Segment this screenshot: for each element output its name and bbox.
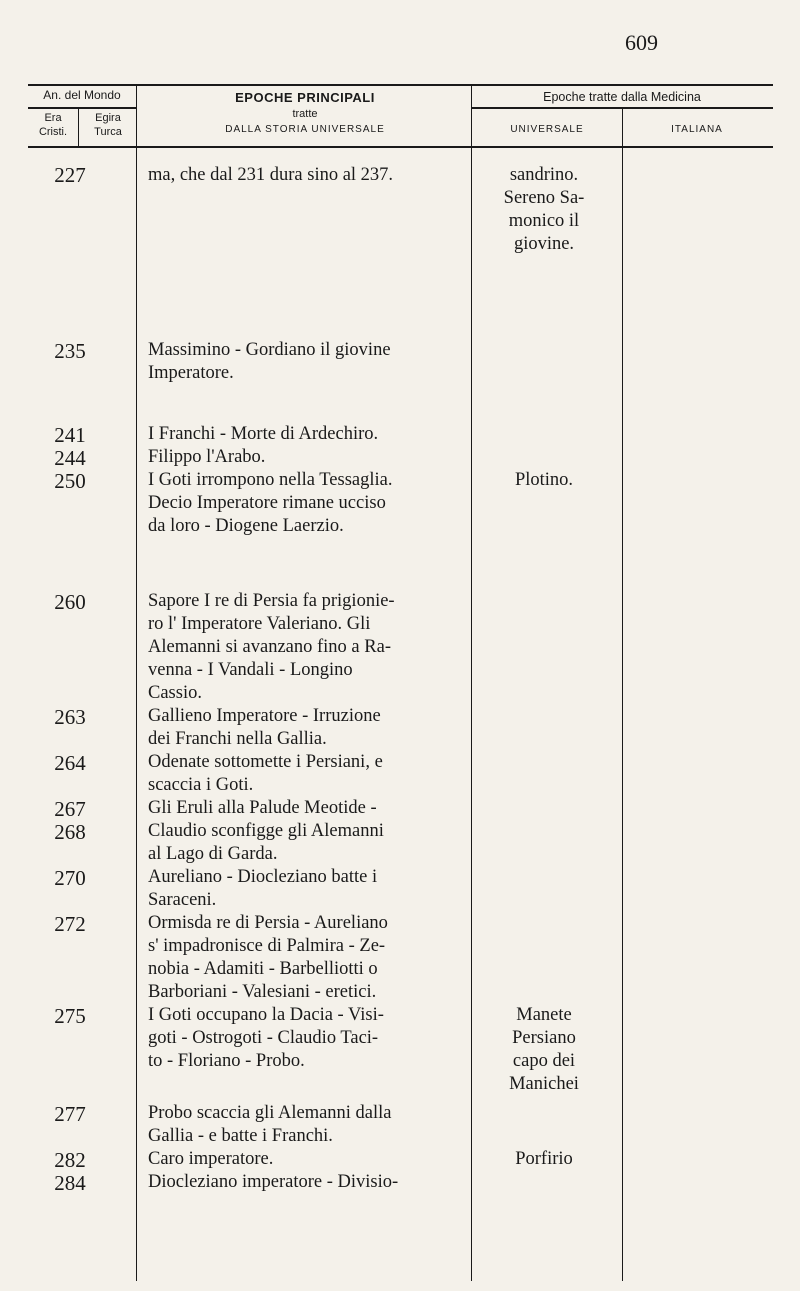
entry-text: I Goti occupano la Dacia - Visi- goti - Ostrogoti - Claudio Taci- to - Floriano - Probo. [148,1005,384,1071]
column-line-era [78,108,79,146]
column-line-egira [136,84,137,1281]
medicina-entry: Porfirio [515,1149,573,1169]
medicina-entry: sandrino. Sereno Sa- monico il giovine. [503,165,585,254]
header-italiana: ITALIANA [671,124,723,135]
header-era-cristiana-2: Cristi. [38,126,68,138]
header-epoche-title: EPOCHE PRINCIPALI [235,90,375,105]
medicina-entry: Manete Persiano capo dei Manichei [509,1005,579,1094]
column-line-medicina [622,108,623,1281]
year-label: 264 [54,751,86,775]
entry-text: Ormisda re di Persia - Aureliano s' impadronisce di Palmira - Ze- nobia - Adamiti - Barbelliotti o Barboriani - Valesiani - eretici. [148,913,388,1002]
entry-text: Massimino - Gordiano il giovine Imperatore. [148,340,391,383]
entry-text: Diocleziano imperatore - Divisio- [148,1172,399,1192]
header-dalla-storia: DALLA STORIA UNIVERSALE [225,124,385,135]
year-label: 275 [54,1004,86,1028]
year-label: 268 [54,820,86,844]
header-bottom-rule [28,146,773,148]
entry-text: I Franchi - Morte di Ardechiro. [148,424,379,444]
year-label: 250 [54,469,86,493]
column-line-epoche [471,84,472,1281]
year-label: 272 [54,912,86,936]
entry-text: Caro imperatore. [148,1149,274,1169]
year-label: 235 [54,339,86,363]
year-label: 267 [54,797,86,821]
medicina-entry: Plotino. [514,470,574,490]
year-label: 284 [54,1171,86,1195]
entry-text: Claudio sconfigge gli Alemanni al Lago di Garda. [148,821,384,864]
year-label: 277 [54,1102,86,1126]
year-label: 241 [54,423,86,447]
header-egira-turca-2: Turca [94,126,122,138]
entry-text: Gallieno Imperatore - Irruzione dei Franchi nella Gallia. [148,706,381,749]
year-label: 227 [54,163,86,187]
year-label: 263 [54,705,86,729]
entry-text: Odenate sottomette i Persiani, e scaccia i Goti. [148,752,383,795]
header-epoche-medicina: Epoche tratte dalla Medicina [543,90,701,104]
header-universale: UNIVERSALE [510,124,584,135]
year-label: 270 [54,866,86,890]
year-label: 282 [54,1148,86,1172]
entry-text: Gli Eruli alla Palude Meotide - [148,798,377,818]
entry-text: Aureliano - Diocleziano batte i Saraceni. [148,867,378,910]
header-tratte: tratte [292,108,318,120]
entry-text: Sapore I re di Persia fa prigionie- ro l' Imperatore Valeriano. Gli Alemanni si avanzano fino a Ra- venna - I Vandali - Longino Cassio. [148,591,395,703]
year-label: 244 [54,446,86,470]
entry-text: Filippo l'Arabo. [148,447,266,467]
page-number: 609 [625,30,658,55]
header-sub-rule-left [28,107,136,109]
header-top-rule [28,84,773,86]
header-era-cristiana-1: Era [44,112,62,124]
entry-text: I Goti irrompono nella Tessaglia. Decio Imperatore rimane ucciso da loro - Diogene Laerzio. [148,470,393,536]
year-label: 260 [54,590,86,614]
entry-text: ma, che dal 231 dura sino al 237. [148,165,394,185]
entry-text: Probo scaccia gli Alemanni dalla Gallia - e batte i Franchi. [148,1103,392,1146]
header-an-del-mondo: An. del Mondo [43,88,121,102]
header-egira-turca-1: Egira [95,112,121,124]
